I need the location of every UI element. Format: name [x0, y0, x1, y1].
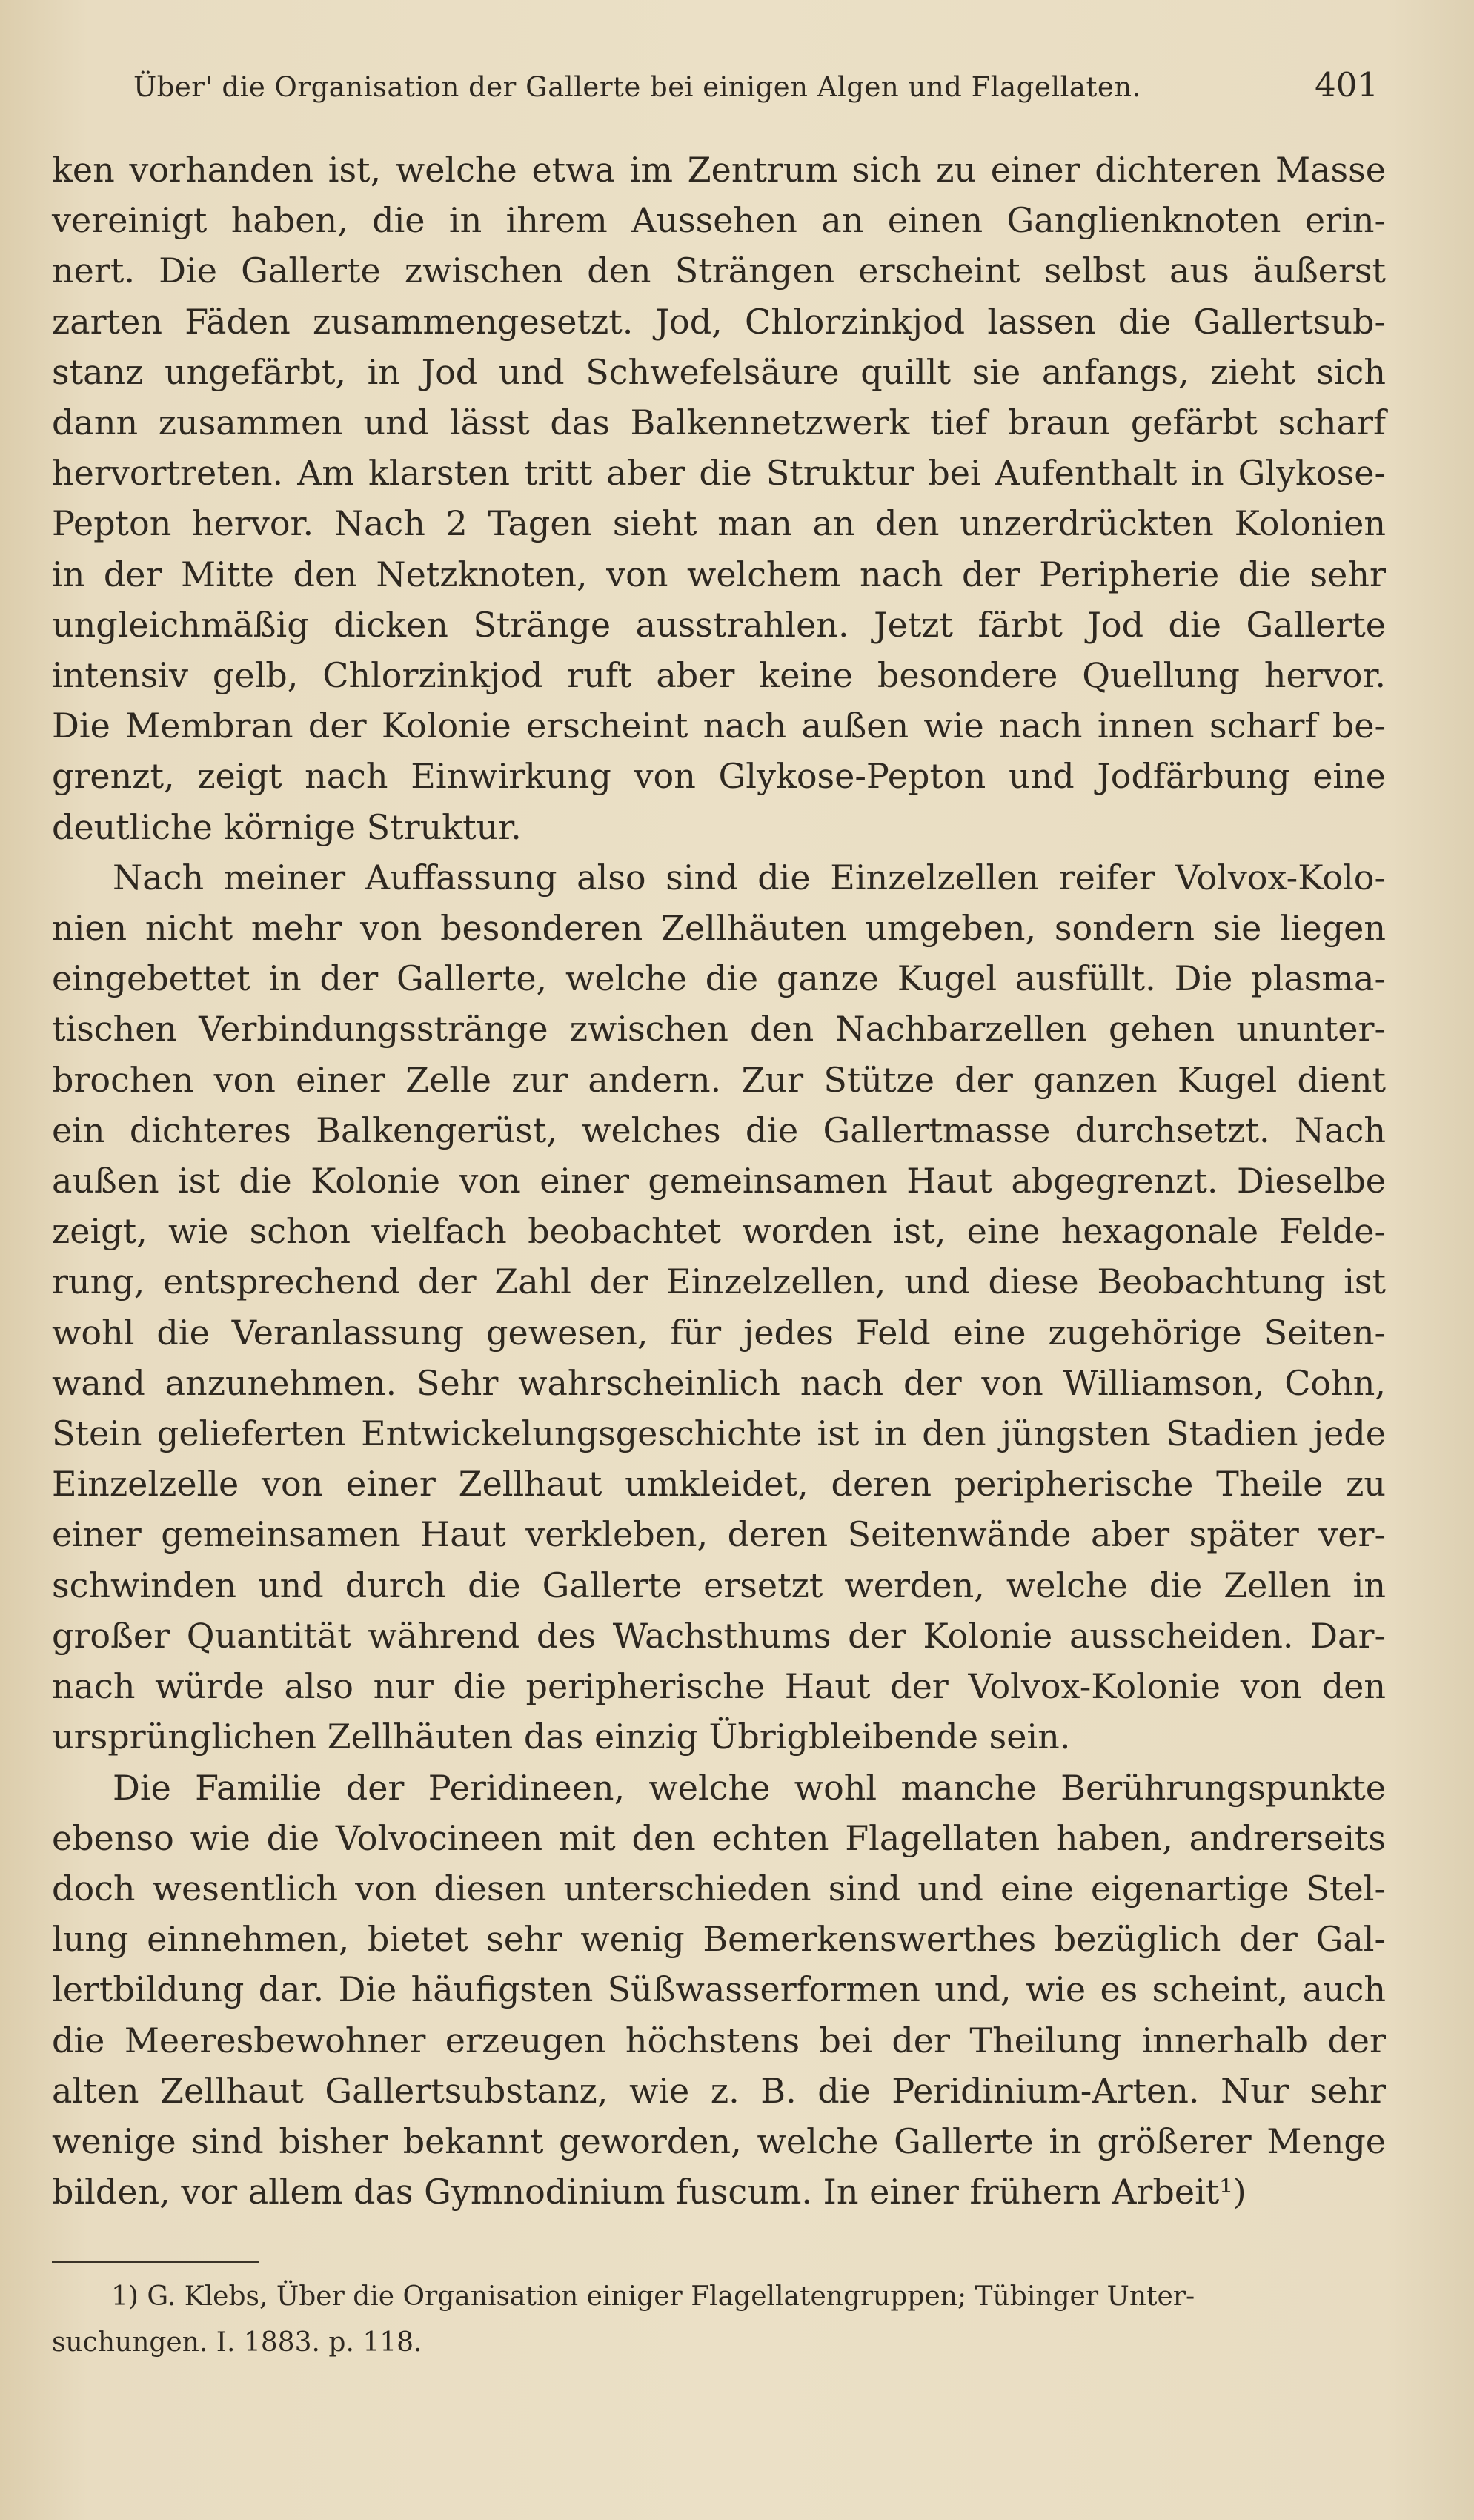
- text-line: nien nicht mehr von besonderen Zellhäuten umgeben, sondern sie liegen: [52, 908, 1386, 949]
- text-line: hervortreten. Am klarsten tritt aber die Struktur bei Aufenthalt in Glykose-: [52, 453, 1386, 494]
- text-line: Einzelzelle von einer Zellhaut umkleidet, deren peripherische Theile zu: [52, 1464, 1386, 1505]
- paragraph: [52, 145, 1386, 852]
- text-line: grenzt, zeigt nach Einwirkung von Glykose-Pepton und Jodfärbung eine: [52, 756, 1386, 797]
- text-line: Die Membran der Kolonie erscheint nach außen wie nach innen scharf be-: [52, 706, 1386, 746]
- paragraph: [52, 1763, 1386, 2218]
- text-line: dann zusammen und lässt das Balkennetzwerk tief braun gefärbt scharf: [52, 402, 1386, 443]
- text-line: außen ist die Kolonie von einer gemeinsamen Haut abgegrenzt. Dieselbe: [52, 1161, 1386, 1201]
- footnote-line: suchungen. I. 1883. p. 118.: [52, 2327, 422, 2358]
- text-line: rung, entsprechend der Zahl der Einzelzellen, und diese Beobachtung ist: [52, 1261, 1386, 1302]
- body-text: [52, 145, 1386, 2217]
- text-line: Nach meiner Auffassung also sind die Einzelzellen reifer Volvox-Kolo-: [113, 857, 1386, 898]
- footnote-rule: [52, 2261, 259, 2263]
- text-line: intensiv gelb, Chlorzinkjod ruft aber keine besondere Quellung hervor.: [52, 655, 1386, 696]
- text-line: die Meeresbewohner erzeugen höchstens bei der Theilung innerhalb der: [52, 2020, 1386, 2060]
- text-line: nach würde also nur die peripherische Haut der Volvox-Kolonie von den: [52, 1666, 1386, 1707]
- text-line: brochen von einer Zelle zur andern. Zur Stütze der ganzen Kugel dient: [52, 1059, 1386, 1100]
- running-head: Über' die Organisation der Gallerte bei einigen Algen und Flagellaten.: [133, 71, 1141, 103]
- page-header: [133, 65, 1378, 105]
- paragraph: [52, 852, 1386, 1763]
- text-line: wenige sind bisher bekannt geworden, welche Gallerte in größerer Menge: [52, 2121, 1386, 2161]
- text-line: schwinden und durch die Gallerte ersetzt werden, welche die Zellen in: [52, 1565, 1386, 1605]
- text-line: ungleichmäßig dicken Stränge ausstrahlen. Jetzt färbt Jod die Gallerte: [52, 604, 1386, 645]
- text-line: einer gemeinsamen Haut verkleben, deren Seitenwände aber später ver-: [52, 1514, 1386, 1555]
- text-line: ursprünglichen Zellhäuten das einzig Übrigbleibende sein.: [52, 1717, 1071, 1757]
- text-line: ken vorhanden ist, welche etwa im Zentrum sich zu einer dichteren Masse: [52, 150, 1386, 190]
- text-line: deutliche körnige Struktur.: [52, 806, 522, 847]
- text-line: Die Familie der Peridineen, welche wohl manche Berührungspunkte: [113, 1767, 1386, 1808]
- page-number: 401: [1315, 65, 1378, 105]
- text-line: wohl die Veranlassung gewesen, für jedes Feld eine zugehörige Seiten-: [52, 1312, 1386, 1353]
- footnote-line: 1) G. Klebs, Über die Organisation einiger Flagellatengruppen; Tübinger Unter-: [111, 2281, 1195, 2312]
- text-line: lertbildung dar. Die häufigsten Süßwasserformen und, wie es scheint, auch: [52, 1969, 1386, 2010]
- text-line: zarten Fäden zusammengesetzt. Jod, Chlorzinkjod lassen die Gallertsub-: [52, 301, 1386, 342]
- text-line: wand anzunehmen. Sehr wahrscheinlich nach der von Williamson, Cohn,: [52, 1362, 1386, 1403]
- text-line: tischen Verbindungsstränge zwischen den Nachbarzellen gehen ununter-: [52, 1009, 1386, 1050]
- text-line: ein dichteres Balkengerüst, welches die Gallertmasse durchsetzt. Nach: [52, 1110, 1386, 1150]
- text-line: Pepton hervor. Nach 2 Tagen sieht man an den unzerdrückten Kolonien: [52, 503, 1386, 544]
- text-line: zeigt, wie schon vielfach beobachtet worden ist, eine hexagonale Felde-: [52, 1211, 1386, 1252]
- text-line: lung einnehmen, bietet sehr wenig Bemerkenswerthes bezüglich der Gal-: [52, 1919, 1386, 1960]
- text-line: doch wesentlich von diesen unterschieden sind und eine eigenartige Stel-: [52, 1868, 1386, 1909]
- text-line: bilden, vor allem das Gymnodinium fuscum. In einer frühern Arbeit¹): [52, 2172, 1246, 2212]
- text-line: stanz ungefärbt, in Jod und Schwefelsäure quillt sie anfangs, zieht sich: [52, 351, 1386, 392]
- footnote: [52, 2274, 1386, 2366]
- text-line: alten Zellhaut Gallertsubstanz, wie z. B. die Peridinium-Arten. Nur sehr: [52, 2070, 1386, 2111]
- text-line: in der Mitte den Netzknoten, von welchem nach der Peripherie die sehr: [52, 554, 1386, 594]
- text-line: großer Quantität während des Wachsthums der Kolonie ausscheiden. Dar-: [52, 1615, 1386, 1656]
- text-line: Stein gelieferten Entwickelungsgeschichte ist in den jüngsten Stadien jede: [52, 1413, 1386, 1454]
- text-line: eingebettet in der Gallerte, welche die ganze Kugel ausfüllt. Die plasma-: [52, 958, 1386, 999]
- text-line: vereinigt haben, die in ihrem Aussehen an einen Ganglienknoten erin-: [52, 200, 1386, 241]
- text-line: ebenso wie die Volvocineen mit den echten Flagellaten haben, andrerseits: [52, 1817, 1386, 1858]
- text-line: nert. Die Gallerte zwischen den Strängen erscheint selbst aus äußerst: [52, 251, 1386, 291]
